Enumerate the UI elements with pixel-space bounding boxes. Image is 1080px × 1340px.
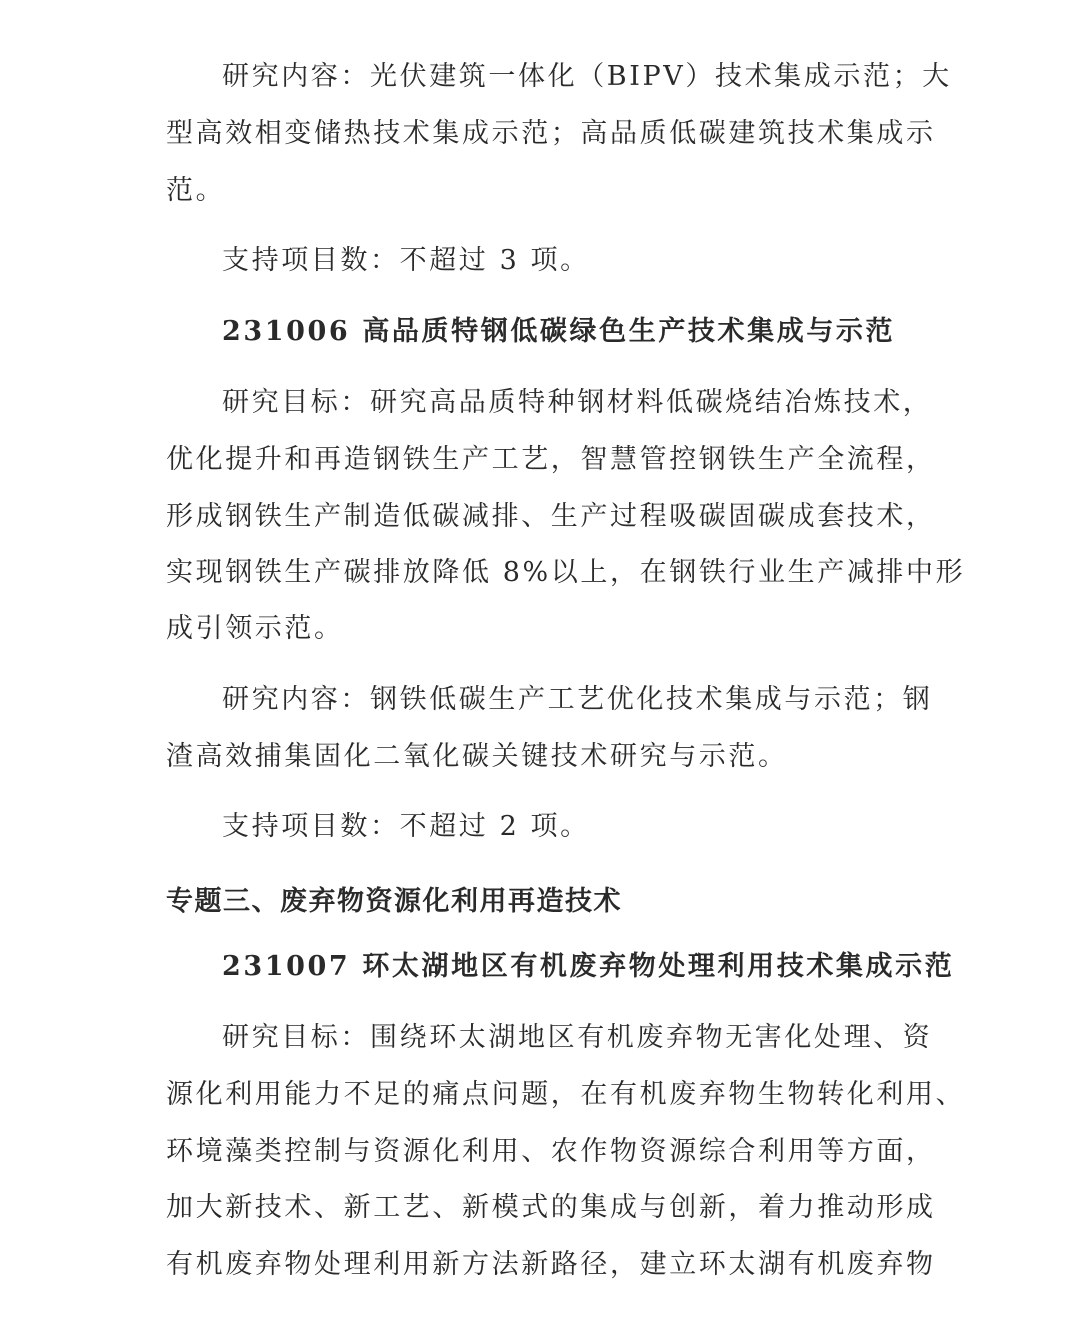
text-line: 优化提升和再造钢铁生产工艺，智慧管控钢铁生产全流程， (166, 444, 936, 475)
text-line: 研究目标：研究高品质特种钢材料低碳烧结冶炼技术， (222, 387, 933, 418)
text-line: 研究目标：围绕环太湖地区有机废弃物无害化处理、资 (222, 1022, 933, 1053)
text-line: 范。 (166, 175, 226, 206)
section-heading: 专题三、废弃物资源化利用再造技术 (166, 886, 622, 917)
text-line: 支持项目数：不超过 3 项。 (222, 245, 590, 276)
text-line: 支持项目数：不超过 2 项。 (222, 811, 590, 842)
text-line: 实现钢铁生产碳排放降低 8%以上，在钢铁行业生产减排中形 (166, 557, 966, 588)
text-line: 渣高效捕集固化二氧化碳关键技术研究与示范。 (166, 741, 788, 772)
text-line: 研究内容：钢铁低碳生产工艺优化技术集成与示范；钢 (222, 684, 933, 715)
text-line: 源化利用能力不足的痛点问题，在有机废弃物生物转化利用、 (166, 1079, 966, 1110)
text-line: 有机废弃物处理利用新方法新路径，建立环太湖有机废弃物 (166, 1249, 936, 1280)
text-line: 加大新技术、新工艺、新模式的集成与创新，着力推动形成 (166, 1192, 936, 1223)
text-line: 环境藻类控制与资源化利用、农作物资源综合利用等方面， (166, 1136, 936, 1167)
text-line: 形成钢铁生产制造低碳减排、生产过程吸碳固碳成套技术， (166, 501, 936, 532)
project-heading: 231007 环太湖地区有机废弃物处理利用技术集成示范 (222, 951, 955, 982)
text-line: 研究内容：光伏建筑一体化（BIPV）技术集成示范；大 (222, 61, 952, 92)
project-heading: 231006 高品质特钢低碳绿色生产技术集成与示范 (222, 316, 896, 347)
text-line: 型高效相变储热技术集成示范；高品质低碳建筑技术集成示 (166, 118, 936, 149)
text-line: 成引领示范。 (166, 613, 344, 644)
